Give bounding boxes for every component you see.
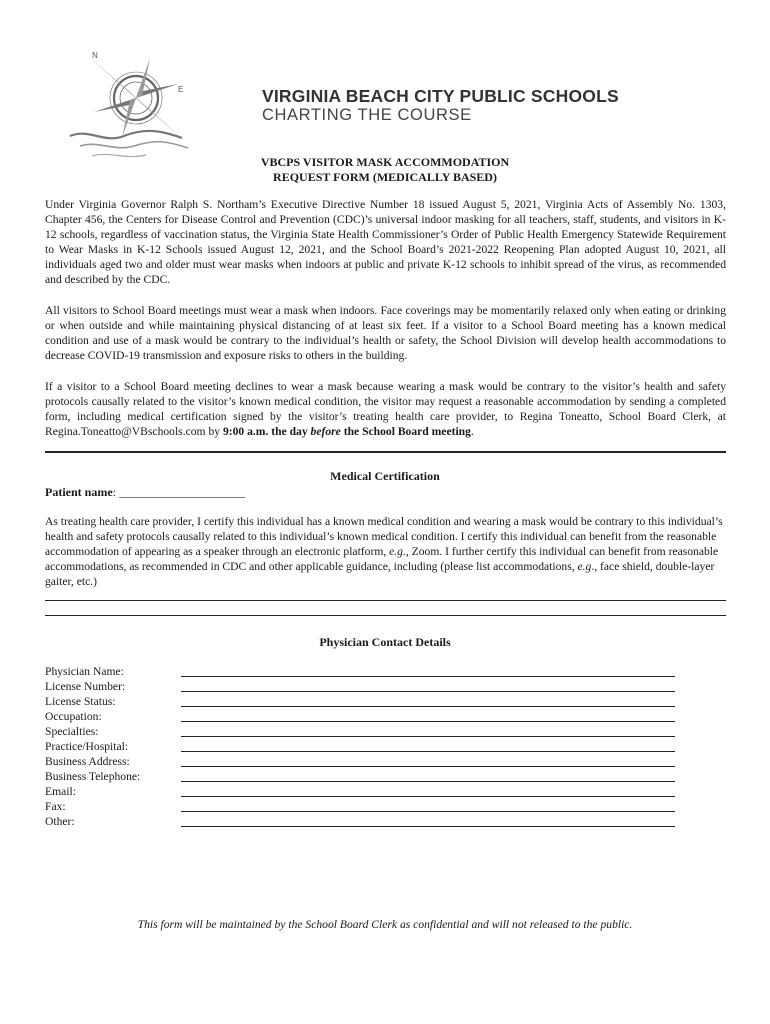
accommodation-request-paragraph: If a visitor to a School Board meeting declines to wear a mask because wearing a mask would be contrary to the visitor’s health and safety protocols causally related to the visitor’s known medical condition, the visitor may request a reasonable accommodation by sending a completed form, including medical certification signed by the visitor’s treating health care provider, to Regina Toneatto, School Board Clerk, at Regina.Toneatto@VBschools.com by 9:00 a.m. the day before the School Board meeting. bbox=[45, 380, 726, 439]
confidentiality-notice: This form will be maintained by the School Board Clerk as confidential and will not released to the public. bbox=[137, 918, 633, 931]
fax-line[interactable] bbox=[181, 811, 675, 812]
physician-contact-fields bbox=[45, 664, 675, 829]
patient-name-blank[interactable]: _____________________ bbox=[119, 485, 245, 499]
physician-name-row[interactable]: Physician Name: bbox=[45, 664, 675, 679]
specialties-line[interactable] bbox=[181, 736, 675, 737]
accommodations-line-1[interactable] bbox=[45, 600, 726, 601]
business-telephone-row[interactable]: Business Telephone: bbox=[45, 769, 675, 784]
certification-statement: As treating health care provider, I certify this individual has a known medical condition and wearing a mask would be contrary to this individual’s health and safety protocols causally related to this individual’s known medical condition. I certify this individual can benefit from the reasonable accommodation of appearing as a speaker through an electronic platform, e.g., Zoom. I further certify this individual can benefit from reasonable accommodations, as recommended in CDC and other applicable guidance, including (please list accommodations, e.g., face shield, double-layer gaiter, etc.) bbox=[45, 515, 723, 589]
section-divider bbox=[45, 451, 726, 453]
form-title-line-1: VBCPS VISITOR MASK ACCOMMODATION bbox=[260, 155, 510, 169]
physician-name-line[interactable] bbox=[181, 676, 675, 677]
request-instructions: If a visitor to a School Board meeting declines to wear a mask because wearing a mask would be contrary to the visitor’s health and safety protocols causally related to the visitor’s known medical condition, the visitor may request a reasonable accommodation by sending a completed form, including medical certification signed by the visitor’s treating health care provider, to Regina Toneatto, School Board Clerk, at Regina.Toneatto@VBschools.com by bbox=[45, 380, 726, 439]
business-address-line[interactable] bbox=[181, 766, 675, 767]
brand-block bbox=[262, 86, 619, 125]
accommodations-line-2[interactable] bbox=[45, 615, 726, 616]
practice-hospital-line[interactable] bbox=[181, 751, 675, 752]
license-number-line[interactable] bbox=[181, 691, 675, 692]
directive-paragraph: Under Virginia Governor Ralph S. Northam’s Executive Directive Number 18 issued August 5, 2021, Virginia Acts of Assembly No. 1303, Chapter 456, the Centers for Disease Control and Prevention (CDC)’s universal indoor masking for all teachers, staff, students, and visitors in K-12 schools, regardless of vaccination status, the Virginia State Health Commissioner’s Order of Public Health Emergency Statewide Requirement to Wear Masks in K-12 Schools issued August 12, 2021, and the School Board’s 2021-2022 Reopening Plan adopted August 10, 2021, all individuals aged two and older must wear masks when indoors at public and private K-12 schools to inhibit spread of the virus, as recommended and described by the CDC. bbox=[45, 198, 726, 287]
email-line[interactable] bbox=[181, 796, 675, 797]
brand-tagline: CHARTING THE COURSE bbox=[262, 106, 472, 124]
email-row[interactable]: Email: bbox=[45, 784, 675, 799]
compass-rose-logo bbox=[64, 40, 204, 170]
other-line[interactable] bbox=[181, 826, 675, 827]
patient-name-label: Patient name bbox=[45, 485, 113, 499]
license-status-row[interactable]: License Status: bbox=[45, 694, 675, 709]
other-row[interactable]: Other: bbox=[45, 814, 675, 829]
business-telephone-line[interactable] bbox=[181, 781, 675, 782]
compass-east-label: E bbox=[178, 85, 184, 94]
compass-north-label: N bbox=[92, 51, 98, 60]
form-title-line-2: REQUEST FORM (MEDICALLY BASED) bbox=[273, 170, 497, 184]
visitor-mask-paragraph: All visitors to School Board meetings must wear a mask when indoors. Face coverings may be momentarily relaxed only when eating or drinking or when outside and while maintaining physical distancing of at least six feet. If a visitor to a School Board meeting has a known medical condition and use of a mask would be contrary to the individual’s health or safety, the School Division will develop health accommodations to decrease COVID-19 transmission and exposure risks to others in the building. bbox=[45, 304, 726, 363]
specialties-row[interactable]: Specialties: bbox=[45, 724, 675, 739]
business-address-row[interactable]: Business Address: bbox=[45, 754, 675, 769]
fax-row[interactable]: Fax: bbox=[45, 799, 675, 814]
occupation-row[interactable]: Occupation: bbox=[45, 709, 675, 724]
physician-contact-heading: Physician Contact Details bbox=[319, 635, 451, 649]
practice-hospital-row[interactable]: Practice/Hospital: bbox=[45, 739, 675, 754]
license-number-row[interactable]: License Number: bbox=[45, 679, 675, 694]
license-status-line[interactable] bbox=[181, 706, 675, 707]
deadline-text: 9:00 a.m. the day before the School Board meeting bbox=[222, 425, 471, 439]
medical-certification-heading: Medical Certification bbox=[330, 469, 440, 483]
patient-name-field[interactable]: Patient name: _____________________ bbox=[45, 485, 245, 499]
occupation-line[interactable] bbox=[181, 721, 675, 722]
brand-title: VIRGINIA BEACH CITY PUBLIC SCHOOLS bbox=[262, 86, 619, 106]
form-title bbox=[0, 155, 770, 185]
